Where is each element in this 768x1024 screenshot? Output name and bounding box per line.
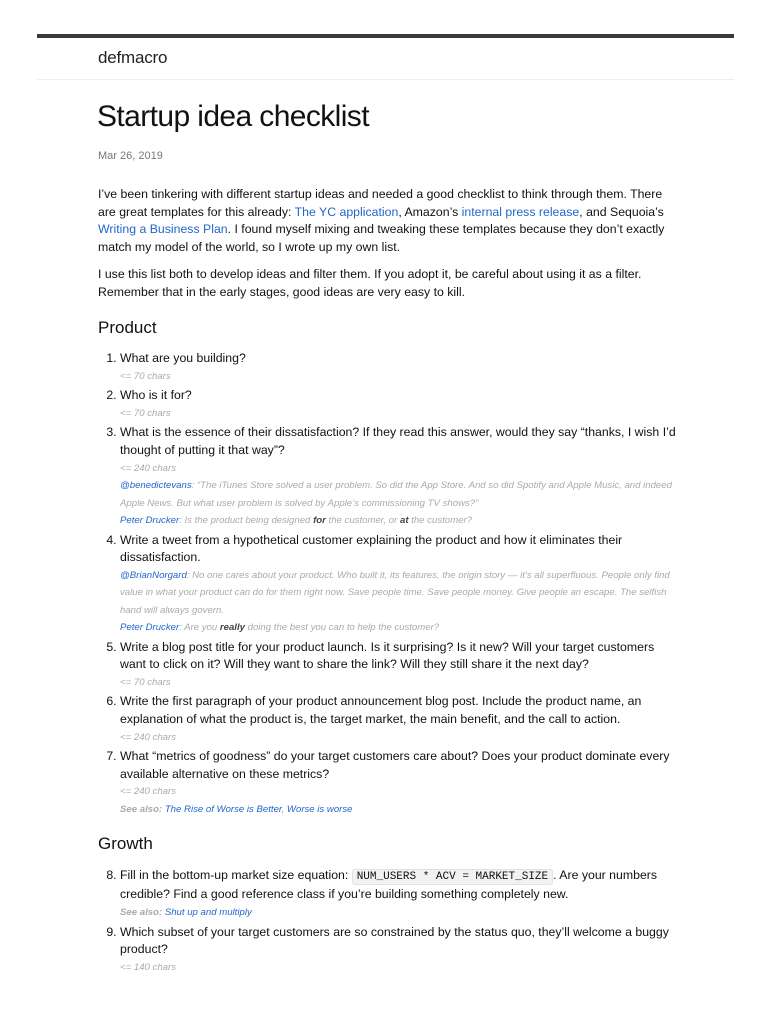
item-text: Write the first paragraph of your product announcement blog post. Include the product name, an explanation of what the product is, the target market, the main benefit, and the call to action. (120, 694, 642, 726)
item-text: . Are your numbers credible? Find a good reference class if you’re building something completely new. (120, 867, 658, 902)
post-body (98, 186, 678, 978)
list-item (120, 924, 678, 977)
quote-text: the customer? (408, 515, 472, 527)
list-item (120, 867, 678, 922)
business-plan-link[interactable]: Writing a Business Plan (98, 222, 228, 237)
char-limit-note: <= 240 chars (120, 462, 177, 474)
see-also-separator: , (281, 803, 287, 815)
intro-paragraph-1 (98, 186, 678, 256)
quote (120, 567, 678, 620)
char-limit-note: <= 240 chars (120, 786, 177, 798)
intro-text: , Amazon’s (398, 204, 462, 219)
intro-text: . I found myself mixing and tweaking these templates because they don’t exactly match my model of the world, so I wrote up my own list. (98, 222, 665, 254)
quote-text: : No one cares about your product. Who built it, its features, the origin story — it’s all superfluous. People only find value in what your product can do for them right now. Save people time. Save people money. Give people an escape. The selfish hand will always govern. (120, 569, 670, 616)
top-rule (37, 34, 734, 38)
quote-text: the customer, or (325, 515, 400, 527)
quote (120, 477, 678, 512)
site-name-link[interactable]: defmacro (98, 48, 168, 67)
see-also (120, 801, 678, 819)
list-item (120, 693, 678, 746)
char-limit-note: <= 240 chars (120, 731, 177, 743)
list-item (120, 387, 678, 422)
item-text: Who is it for? (120, 388, 192, 403)
see-also-link[interactable]: Worse is worse (286, 803, 353, 815)
char-limit-note: <= 70 chars (120, 370, 171, 382)
list-item (120, 748, 678, 818)
list-item (120, 350, 678, 385)
quote-text: : Is the product being designed (179, 515, 314, 527)
quote-text: : “The iTunes Store solved a user problem. So did the App Store. And so did Spotify and Apple Music, and indeed Apple News. But what user problem is solved by Apple’s commissioning TV shows?” (120, 480, 672, 509)
quote-text: doing the best you can to help the customer? (244, 622, 440, 634)
growth-checklist (98, 867, 678, 976)
market-size-equation: NUM_USERS * ACV = MARKET_SIZE (352, 869, 553, 885)
quote-emphasis: at (399, 515, 409, 527)
item-text: Which subset of your target customers are so constrained by the status quo, they’ll welcome a buggy product? (120, 924, 669, 957)
see-also (120, 904, 678, 922)
see-also-link[interactable]: The Rise of Worse is Better (164, 803, 282, 815)
item-text: Fill in the bottom-up market size equation: (120, 867, 352, 882)
see-also-label: See also: (120, 803, 163, 815)
post-date: Mar 26, 2019 (98, 150, 163, 162)
item-text: What are you building? (120, 351, 246, 366)
list-item (120, 639, 678, 692)
char-limit-note: <= 140 chars (120, 961, 177, 973)
intro-text: , and Sequoia’s (579, 204, 664, 219)
intro-text: I’ve been tinkering with different startup ideas and needed a good checklist to think through them. There are great templates for this already: (98, 187, 663, 219)
list-item (120, 532, 678, 637)
section-heading-product: Product (98, 317, 157, 337)
item-text: What is the essence of their dissatisfaction? If they read this answer, would they say “thanks, I wish I’d thought of putting it that way”? (120, 425, 676, 457)
intro-paragraph-2: I use this list both to develop ideas and filter them. If you adopt it, be careful about using it as a filter. Remember that in the early stages, good ideas are very easy to kill. (98, 267, 642, 299)
quote-emphasis: really (219, 622, 245, 634)
item-text: Write a tweet from a hypothetical customer explaining the product and how it eliminates their dissatisfaction. (120, 532, 623, 565)
quote (120, 512, 678, 530)
quote-text: : Are you (179, 622, 220, 634)
yc-application-link[interactable]: The YC application (294, 204, 399, 219)
char-limit-note: <= 70 chars (120, 676, 171, 688)
char-limit-note: <= 70 chars (120, 407, 171, 419)
quote-emphasis: for (313, 515, 326, 527)
quote-author-link[interactable]: Peter Drucker (120, 515, 180, 527)
section-heading-growth: Growth (98, 834, 153, 854)
quote-author-link[interactable]: @benedictevans (120, 480, 192, 492)
press-release-link[interactable]: internal press release (461, 204, 580, 219)
product-checklist (98, 350, 678, 818)
header-divider (37, 79, 734, 80)
post-title: Startup idea checklist (97, 100, 369, 133)
list-item (120, 424, 678, 529)
see-also-label: See also: (120, 907, 163, 919)
item-text: Write a blog post title for your product launch. Is it surprising? Is it new? Will your target customers want to click on it? Will they want to share the link? Will they still share it the next day? (120, 639, 655, 672)
quote-author-link[interactable]: @BrianNorgard (120, 569, 187, 581)
see-also-link[interactable]: Shut up and multiply (164, 907, 252, 919)
quote-author-link[interactable]: Peter Drucker (120, 622, 180, 634)
item-text: What “metrics of goodness” do your target customers care about? Does your product dominate every available alternative on these metrics? (120, 749, 670, 781)
quote (120, 619, 678, 637)
